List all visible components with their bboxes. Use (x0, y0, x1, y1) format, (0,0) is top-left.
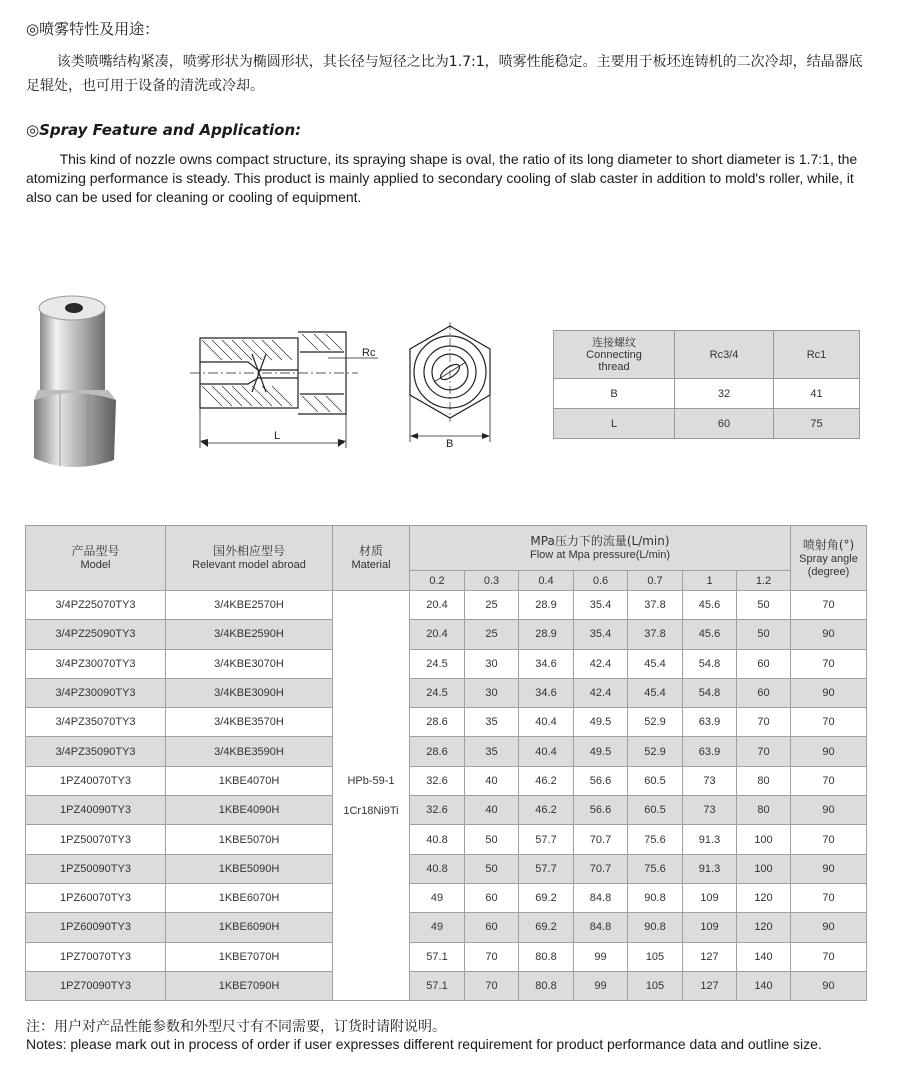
thread-col1: Rc3/4 (675, 331, 774, 379)
table-row (26, 796, 867, 825)
flow-cell: 63.9 (683, 708, 737, 737)
header-angle (791, 526, 867, 591)
angle-cell: 70 (791, 766, 867, 795)
flow-cell: 60 (737, 678, 791, 707)
table-row (26, 737, 867, 766)
note-zh: 注：用户对产品性能参数和外型尺寸有不同需要，订货时请附说明。 (26, 1019, 446, 1035)
flow-cell: 90.8 (628, 883, 683, 912)
flow-cell: 60 (465, 883, 519, 912)
angle-cell: 70 (791, 708, 867, 737)
abroad-model-cell: 1KBE6090H (166, 913, 333, 942)
flow-cell: 40.4 (519, 708, 574, 737)
flow-cell: 50 (465, 825, 519, 854)
flow-cell: 91.3 (683, 854, 737, 883)
header-material-cn: 材质 (358, 544, 383, 558)
flow-cell: 109 (683, 913, 737, 942)
abroad-model-cell: 1KBE7070H (166, 942, 333, 971)
flow-cell: 34.6 (519, 678, 574, 707)
material-cell (333, 591, 410, 1001)
table-row (26, 766, 867, 795)
abroad-model-cell: 1KBE5090H (166, 854, 333, 883)
model-cell: 3/4PZ35090TY3 (26, 737, 166, 766)
flow-cell: 40.8 (410, 825, 465, 854)
flow-cell: 73 (683, 796, 737, 825)
header-abroad-en: Relevant model abroad (192, 559, 306, 571)
flow-cell: 49.5 (574, 737, 628, 766)
flow-cell: 32.6 (410, 796, 465, 825)
dimension-label-l: L (274, 430, 281, 442)
header-material-en: Material (351, 559, 391, 571)
pressure-header-cell: 1.2 (737, 571, 791, 591)
flow-cell: 20.4 (410, 591, 465, 620)
section-title-en: ◎Spray Feature and Application: (26, 121, 302, 139)
flow-cell: 84.8 (574, 913, 628, 942)
header-angle-en-1: Spray angle (799, 552, 858, 565)
model-cell: 1PZ40090TY3 (26, 796, 166, 825)
flow-cell: 20.4 (410, 620, 465, 649)
flow-cell: 120 (737, 883, 791, 912)
pressure-header-cell: 0.7 (628, 571, 683, 591)
flow-cell: 105 (628, 942, 683, 971)
nozzle-end-drawing (400, 322, 500, 447)
thread-header-en-1: Connecting (586, 349, 642, 361)
table-row (26, 942, 867, 971)
flow-cell: 50 (737, 620, 791, 649)
material-line-1: HPb-59-1 (347, 774, 395, 787)
flow-cell: 32.6 (410, 766, 465, 795)
flow-cell: 28.9 (519, 620, 574, 649)
flow-cell: 54.8 (683, 649, 737, 678)
model-cell: 1PZ60070TY3 (26, 883, 166, 912)
table-row (26, 708, 867, 737)
thread-header-en-2: thread (598, 361, 630, 373)
flow-cell: 57.1 (410, 942, 465, 971)
flow-cell: 60.5 (628, 766, 683, 795)
flow-cell: 34.6 (519, 649, 574, 678)
flow-cell: 57.1 (410, 971, 465, 1000)
angle-cell: 90 (791, 620, 867, 649)
angle-cell: 70 (791, 591, 867, 620)
dimension-label-b: B (446, 438, 454, 447)
flow-cell: 109 (683, 883, 737, 912)
thread-table (553, 330, 860, 439)
spec-table (25, 525, 867, 1001)
model-cell: 3/4PZ25090TY3 (26, 620, 166, 649)
flow-cell: 40 (465, 796, 519, 825)
flow-cell: 75.6 (628, 825, 683, 854)
thread-row-v2: 75 (774, 409, 860, 439)
abroad-model-cell: 3/4KBE3570H (166, 708, 333, 737)
model-cell: 1PZ70070TY3 (26, 942, 166, 971)
abroad-model-cell: 3/4KBE2590H (166, 620, 333, 649)
flow-cell: 50 (737, 591, 791, 620)
model-cell: 1PZ50090TY3 (26, 854, 166, 883)
flow-cell: 28.9 (519, 591, 574, 620)
flow-cell: 70 (737, 708, 791, 737)
pressure-header-cell: 0.4 (519, 571, 574, 591)
flow-cell: 140 (737, 942, 791, 971)
nozzle-side-drawing (188, 318, 383, 453)
spec-table-body (26, 591, 867, 1001)
flow-cell: 42.4 (574, 678, 628, 707)
thread-row (554, 379, 860, 409)
header-angle-en-2: (degree) (807, 565, 850, 578)
flow-cell: 52.9 (628, 708, 683, 737)
flow-cell: 45.4 (628, 678, 683, 707)
flow-cell: 25 (465, 591, 519, 620)
flow-cell: 70.7 (574, 854, 628, 883)
thread-col2: Rc1 (774, 331, 860, 379)
model-cell: 1PZ70090TY3 (26, 971, 166, 1000)
flow-cell: 45.4 (628, 649, 683, 678)
table-row (26, 825, 867, 854)
header-flow (410, 526, 791, 571)
angle-cell: 70 (791, 942, 867, 971)
flow-cell: 127 (683, 942, 737, 971)
thread-row (554, 409, 860, 439)
flow-cell: 56.6 (574, 766, 628, 795)
header-flow-cn: MPa压力下的流量(L/min) (530, 534, 670, 548)
thread-header-cell (554, 331, 675, 379)
flow-cell: 45.6 (683, 591, 737, 620)
flow-cell: 80 (737, 796, 791, 825)
flow-cell: 80.8 (519, 942, 574, 971)
flow-cell: 75.6 (628, 854, 683, 883)
nozzle-photo (30, 290, 130, 475)
material-line-2: 1Cr18Ni9Ti (343, 804, 399, 817)
angle-cell: 90 (791, 737, 867, 766)
thread-row-v1: 32 (675, 379, 774, 409)
table-row (26, 591, 867, 620)
flow-cell: 30 (465, 649, 519, 678)
angle-cell: 90 (791, 796, 867, 825)
flow-cell: 80.8 (519, 971, 574, 1000)
angle-cell: 90 (791, 971, 867, 1000)
flow-cell: 70.7 (574, 825, 628, 854)
flow-cell: 60.5 (628, 796, 683, 825)
model-cell: 3/4PZ30070TY3 (26, 649, 166, 678)
flow-cell: 73 (683, 766, 737, 795)
flow-cell: 24.5 (410, 649, 465, 678)
thread-row-v2: 41 (774, 379, 860, 409)
flow-cell: 40 (465, 766, 519, 795)
thread-row-label: L (554, 409, 675, 439)
abroad-model-cell: 3/4KBE3590H (166, 737, 333, 766)
flow-cell: 54.8 (683, 678, 737, 707)
flow-cell: 42.4 (574, 649, 628, 678)
angle-cell: 70 (791, 825, 867, 854)
flow-cell: 37.8 (628, 591, 683, 620)
angle-cell: 90 (791, 854, 867, 883)
header-angle-cn: 喷射角(°) (802, 537, 855, 552)
angle-cell: 90 (791, 913, 867, 942)
section-body-zh: 该类喷嘴结构紧凑，喷雾形状为椭圆形状，其长径与短径之比为1.7:1，喷雾性能稳定。主要用于板坯连铸机的二次冷却，结晶器底足辊处，也可用于设备的清洗或冷却。 (26, 54, 863, 94)
flow-cell: 35 (465, 708, 519, 737)
table-row (26, 678, 867, 707)
pressure-header-cell: 0.2 (410, 571, 465, 591)
flow-cell: 90.8 (628, 913, 683, 942)
table-row (26, 620, 867, 649)
header-abroad-cn: 国外相应型号 (212, 544, 285, 558)
header-flow-en: Flow at Mpa pressure(L/min) (530, 549, 670, 561)
flow-cell: 35.4 (574, 591, 628, 620)
flow-cell: 70 (737, 737, 791, 766)
flow-cell: 46.2 (519, 766, 574, 795)
flow-cell: 56.6 (574, 796, 628, 825)
dimension-label-rc: Rc (362, 347, 376, 359)
section-body-en: This kind of nozzle owns compact structure, its spraying shape is oval, the ratio of its long diameter to short diameter is 1.7:1, the atomizing performance is steady. This product is mainly applied to secondary cooling of slab caster in addition to mold's roller, while, it also can be used for cleaning or cooling of equipment. (26, 151, 858, 205)
flow-cell: 99 (574, 971, 628, 1000)
header-model-cn: 产品型号 (71, 544, 120, 558)
thread-row-label: B (554, 379, 675, 409)
flow-cell: 37.8 (628, 620, 683, 649)
flow-cell: 28.6 (410, 737, 465, 766)
model-cell: 1PZ60090TY3 (26, 913, 166, 942)
flow-cell: 99 (574, 942, 628, 971)
flow-cell: 100 (737, 825, 791, 854)
abroad-model-cell: 3/4KBE3070H (166, 649, 333, 678)
flow-cell: 60 (465, 913, 519, 942)
thread-row-v1: 60 (675, 409, 774, 439)
table-row (26, 649, 867, 678)
flow-cell: 70 (465, 942, 519, 971)
model-cell: 3/4PZ30090TY3 (26, 678, 166, 707)
note-en: Notes: please mark out in process of order if user expresses different requirement for product performance data and outline size. (26, 1036, 822, 1052)
abroad-model-cell: 1KBE4070H (166, 766, 333, 795)
model-cell: 1PZ40070TY3 (26, 766, 166, 795)
flow-cell: 25 (465, 620, 519, 649)
table-row (26, 913, 867, 942)
flow-cell: 40.8 (410, 854, 465, 883)
flow-cell: 60 (737, 649, 791, 678)
angle-cell: 70 (791, 883, 867, 912)
flow-cell: 49 (410, 883, 465, 912)
header-abroad (166, 526, 333, 591)
abroad-model-cell: 1KBE4090H (166, 796, 333, 825)
flow-cell: 35.4 (574, 620, 628, 649)
header-material (333, 526, 410, 591)
flow-cell: 120 (737, 913, 791, 942)
flow-cell: 57.7 (519, 854, 574, 883)
flow-cell: 45.6 (683, 620, 737, 649)
flow-cell: 100 (737, 854, 791, 883)
flow-cell: 24.5 (410, 678, 465, 707)
flow-cell: 70 (465, 971, 519, 1000)
header-model (26, 526, 166, 591)
table-row (26, 854, 867, 883)
model-cell: 3/4PZ35070TY3 (26, 708, 166, 737)
section-title-zh: ◎喷雾特性及用途： (26, 20, 160, 38)
flow-cell: 105 (628, 971, 683, 1000)
thread-header-cn: 连接螺纹 (592, 336, 636, 349)
flow-cell: 52.9 (628, 737, 683, 766)
flow-cell: 30 (465, 678, 519, 707)
angle-cell: 70 (791, 649, 867, 678)
flow-cell: 40.4 (519, 737, 574, 766)
abroad-model-cell: 3/4KBE2570H (166, 591, 333, 620)
abroad-model-cell: 1KBE7090H (166, 971, 333, 1000)
pressure-header-cell: 0.6 (574, 571, 628, 591)
flow-cell: 28.6 (410, 708, 465, 737)
table-row (26, 971, 867, 1000)
flow-cell: 49.5 (574, 708, 628, 737)
model-cell: 3/4PZ25070TY3 (26, 591, 166, 620)
flow-cell: 35 (465, 737, 519, 766)
flow-cell: 127 (683, 971, 737, 1000)
flow-cell: 63.9 (683, 737, 737, 766)
abroad-model-cell: 1KBE5070H (166, 825, 333, 854)
abroad-model-cell: 3/4KBE3090H (166, 678, 333, 707)
header-model-en: Model (80, 559, 111, 571)
flow-cell: 49 (410, 913, 465, 942)
abroad-model-cell: 1KBE6070H (166, 883, 333, 912)
pressure-header-cell: 0.3 (465, 571, 519, 591)
flow-cell: 69.2 (519, 913, 574, 942)
flow-cell: 91.3 (683, 825, 737, 854)
flow-cell: 80 (737, 766, 791, 795)
flow-cell: 57.7 (519, 825, 574, 854)
angle-cell: 90 (791, 678, 867, 707)
flow-cell: 69.2 (519, 883, 574, 912)
model-cell: 1PZ50070TY3 (26, 825, 166, 854)
flow-cell: 140 (737, 971, 791, 1000)
pressure-header-cell: 1 (683, 571, 737, 591)
flow-cell: 50 (465, 854, 519, 883)
flow-cell: 46.2 (519, 796, 574, 825)
table-row (26, 883, 867, 912)
flow-cell: 84.8 (574, 883, 628, 912)
